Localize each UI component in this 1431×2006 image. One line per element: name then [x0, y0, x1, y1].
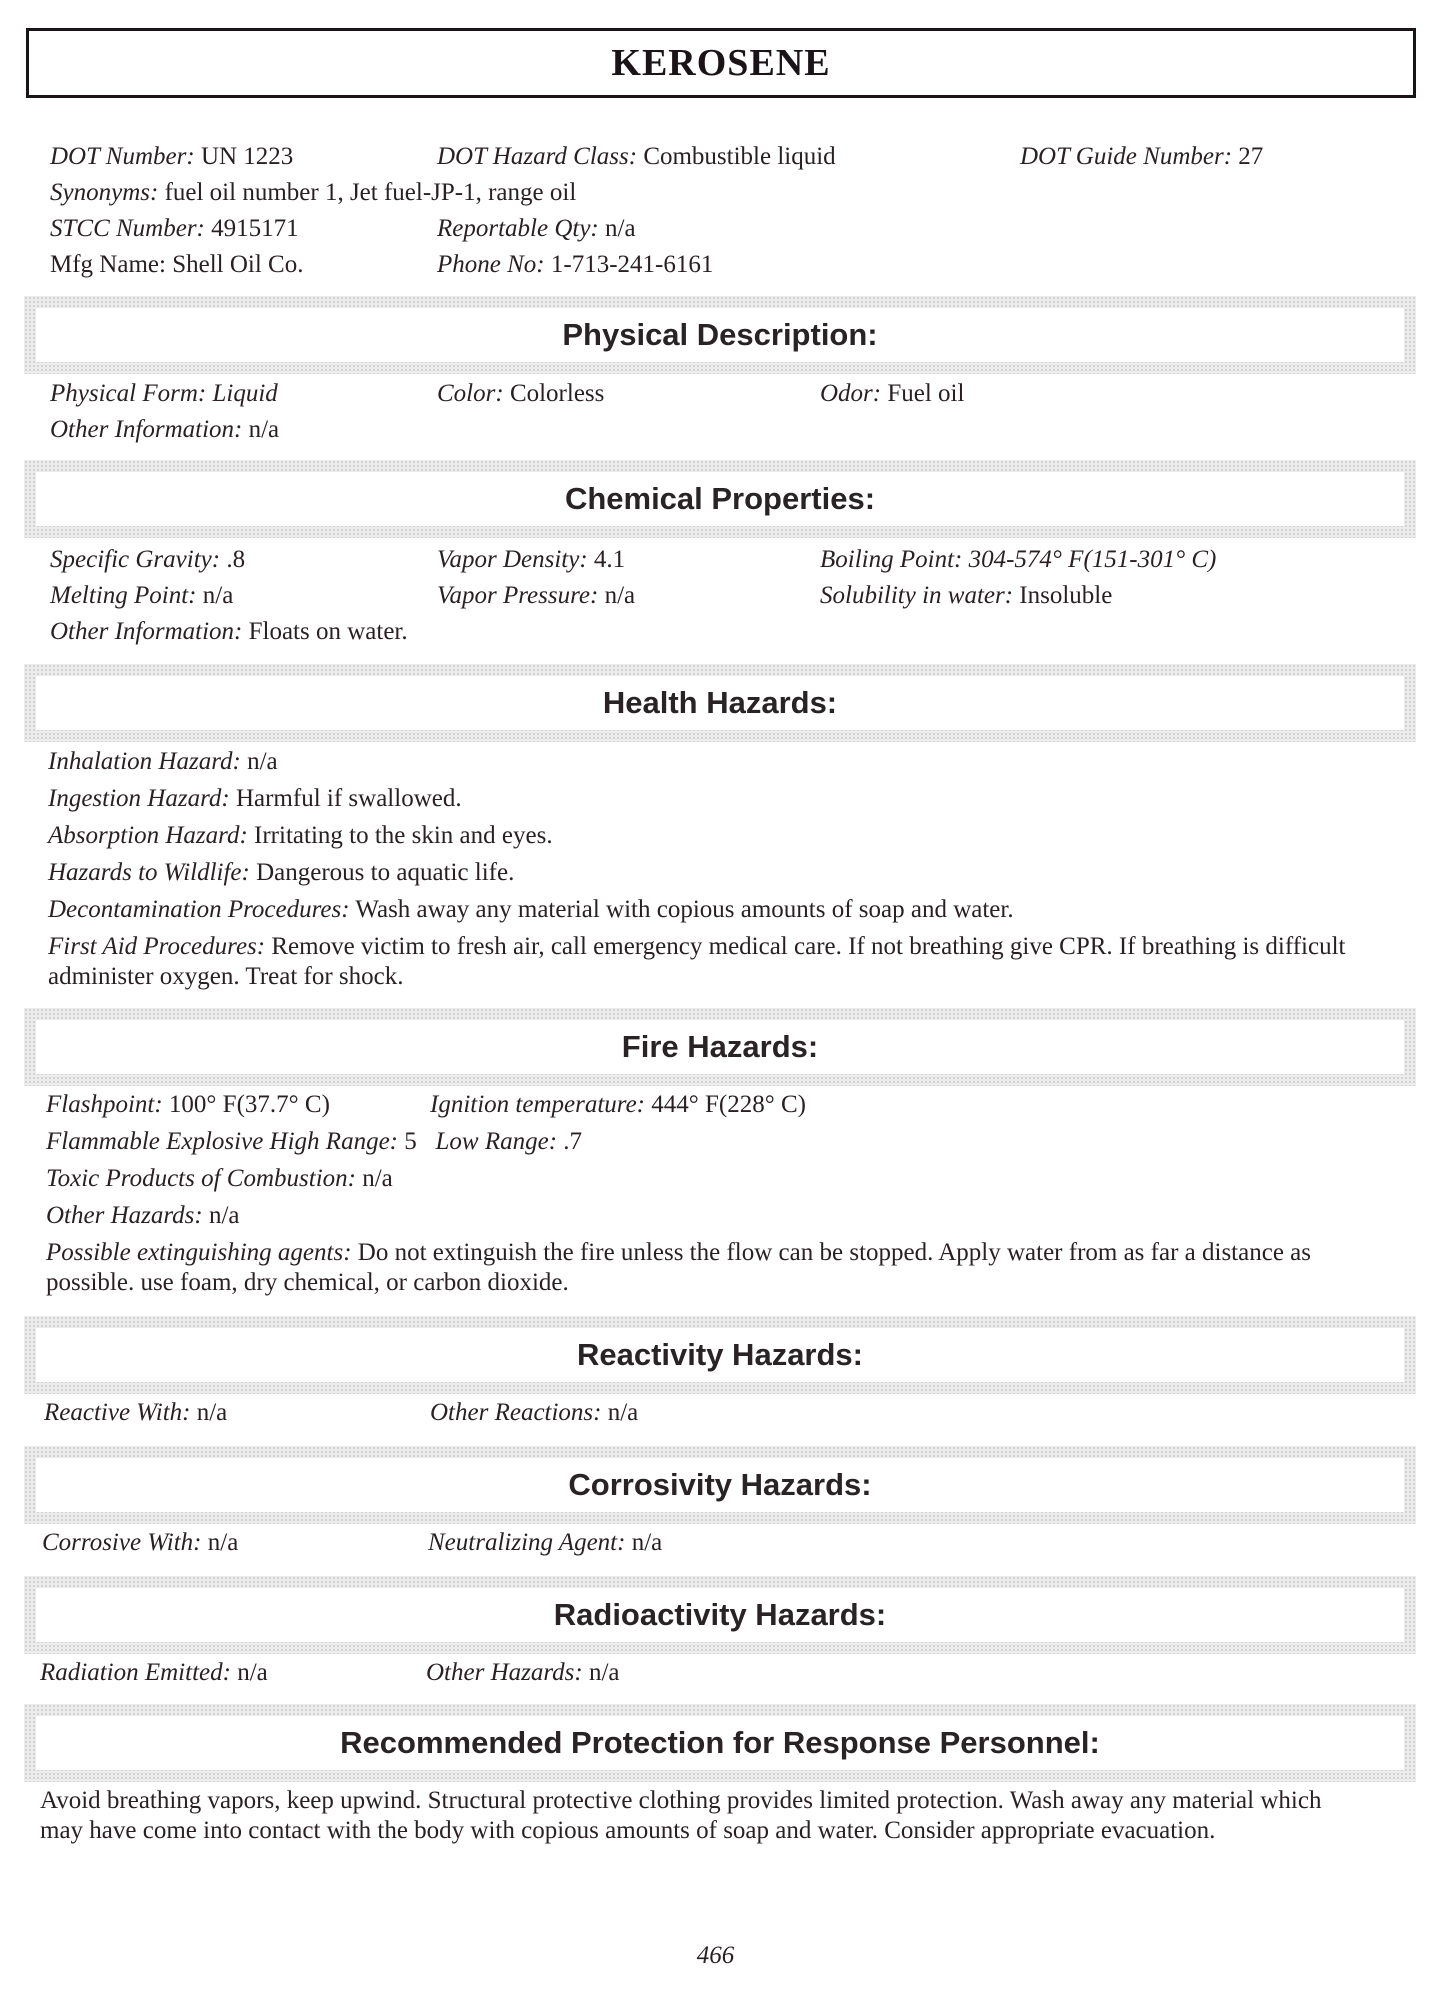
chemical-properties-header: Chemical Properties: — [24, 460, 1416, 538]
radioactivity-hazards-header: Radioactivity Hazards: — [24, 1576, 1416, 1654]
physical-form-field: Physical Form: Liquid — [50, 380, 278, 407]
absorption-hazard-field: Absorption Hazard: Irritating to the skin and eyes. — [48, 822, 553, 849]
chemical-other-info-field: Other Information: Floats on water. — [50, 618, 408, 645]
reportable-qty-field: Reportable Qty: n/a — [437, 215, 636, 242]
ingestion-hazard-field: Ingestion Hazard: Harmful if swallowed. — [48, 785, 462, 812]
reactive-with-field: Reactive With: n/a — [44, 1399, 228, 1426]
solubility-field: Solubility in water: Insoluble — [820, 582, 1113, 609]
fire-hazards-header: Fire Hazards: — [24, 1008, 1416, 1086]
physical-other-info-field: Other Information: n/a — [50, 416, 280, 443]
specific-gravity-field: Specific Gravity: .8 — [50, 546, 246, 573]
stcc-number-field: STCC Number: 4915171 — [50, 215, 299, 242]
flashpoint-field: Flashpoint: 100° F(37.7° C) — [46, 1091, 330, 1118]
phone-no-field: Phone No: 1-713-241-6161 — [437, 251, 714, 278]
other-radiation-hazards-field: Other Hazards: n/a — [426, 1659, 620, 1686]
first-aid-field: First Aid Procedures: Remove victim to fresh air, call emergency medical care. If not breathing give CPR. If breathing is difficult administer oxygen. Treat for shock. — [48, 933, 1346, 990]
corrosivity-hazards-header: Corrosivity Hazards: — [24, 1446, 1416, 1524]
other-fire-hazards-field: Other Hazards: n/a — [46, 1202, 240, 1229]
other-reactions-field: Other Reactions: n/a — [430, 1399, 639, 1426]
odor-field: Odor: Fuel oil — [820, 380, 965, 407]
protection-text: Avoid breathing vapors, keep upwind. Structural protective clothing provides limited protection. Wash away any material which may have come into contact with the body with copious amounts of soap and water. Consider appropriate evacuation. — [40, 1787, 1322, 1844]
corrosive-with-field: Corrosive With: n/a — [42, 1529, 239, 1556]
radiation-emitted-field: Radiation Emitted: n/a — [40, 1659, 268, 1686]
wildlife-hazard-field: Hazards to Wildlife: Dangerous to aquatic life. — [48, 859, 515, 886]
ignition-temperature-field: Ignition temperature: 444° F(228° C) — [430, 1091, 806, 1118]
page-number: 466 — [696, 1942, 735, 1969]
inhalation-hazard-field: Inhalation Hazard: n/a — [48, 748, 278, 775]
vapor-pressure-field: Vapor Pressure: n/a — [437, 582, 636, 609]
extinguishing-agents-field: Possible extinguishing agents: Do not extinguish the fire unless the flow can be stopped. Apply water from as far a distance as possible. use foam, dry chemical, or carbon dioxide. — [46, 1239, 1311, 1296]
synonyms-field: Synonyms: fuel oil number 1, Jet fuel-JP-1, range oil — [50, 179, 577, 206]
dot-hazard-class-field: DOT Hazard Class: Combustible liquid — [437, 143, 836, 170]
boiling-point-field: Boiling Point: 304-574° F(151-301° C) — [820, 546, 1217, 573]
decontamination-field: Decontamination Procedures: Wash away any material with copious amounts of soap and water. — [48, 896, 1014, 923]
toxic-products-field: Toxic Products of Combustion: n/a — [46, 1165, 393, 1192]
neutralizing-agent-field: Neutralizing Agent: n/a — [428, 1529, 663, 1556]
protection-header: Recommended Protection for Response Personnel: — [24, 1704, 1416, 1782]
physical-description-header: Physical Description: — [24, 296, 1416, 374]
color-field: Color: Colorless — [437, 380, 605, 407]
flammable-range-field: Flammable Explosive High Range: 5 Low Range: .7 — [46, 1128, 583, 1155]
page-title: KEROSENE — [26, 28, 1416, 98]
health-hazards-header: Health Hazards: — [24, 664, 1416, 742]
melting-point-field: Melting Point: n/a — [50, 582, 234, 609]
vapor-density-field: Vapor Density: 4.1 — [437, 546, 626, 573]
dot-guide-number-field: DOT Guide Number: 27 — [1020, 143, 1264, 170]
reactivity-hazards-header: Reactivity Hazards: — [24, 1316, 1416, 1394]
mfg-name-field: Mfg Name: Shell Oil Co. — [50, 251, 304, 278]
dot-number-field: DOT Number: UN 1223 — [50, 143, 294, 170]
